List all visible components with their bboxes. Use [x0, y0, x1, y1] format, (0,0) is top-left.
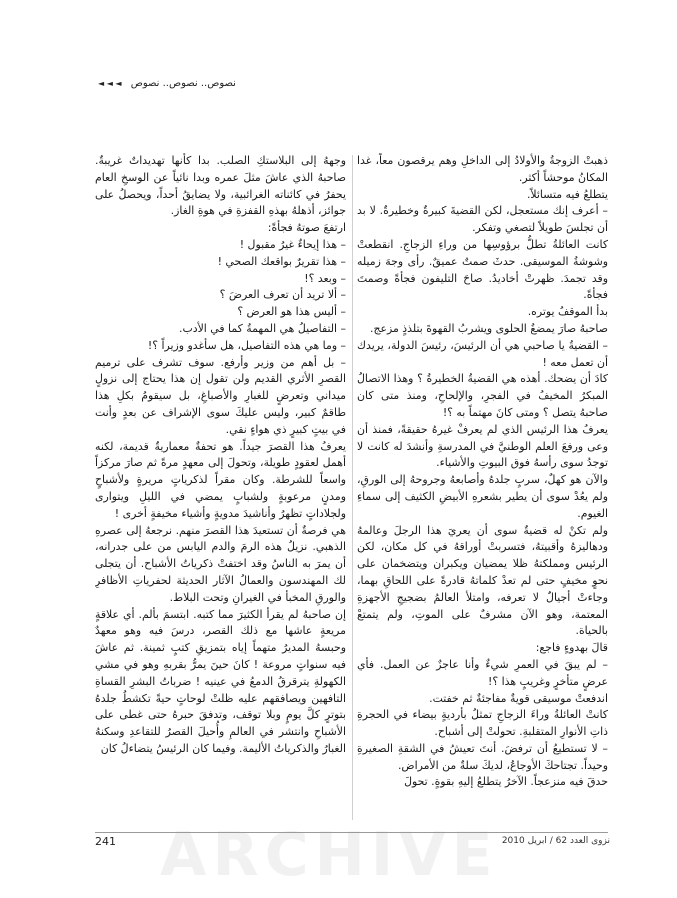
- paragraph: – وبعد ؟!: [304, 271, 346, 285]
- page-number: 241: [95, 835, 116, 848]
- paragraph: ارتفعَ صوتهُ فجأةً:: [267, 221, 346, 235]
- paragraph: – بل أهم من وزير وأرفع. سوف تشرف على ترميم القصرِ الأثري القديم ولن تقول إن هذا يحتاج إلى نزولٍ ميداني وتعرضٍ للغبارِ والأصباغِ، بل سيقومُ بكلِ هذا طاقمٌ كبير، وليس عليكَ سوى الإشراف عن بعدٍ وأنت في بيتٍ كبيرٍ ذي هواءٍ نقي.: [95, 355, 346, 436]
- paragraph: يعرفُ هذا القصرَ جيداً. هو تحفةٌ معماريةٌ قديمة، لكنه أهمل لعقودٍ طويلة، وتحولَ إلى معهدٍ مرةً ثم صارَ مركزاً واسعاً للشرطة. وكان مقراً لذكرياتٍ مريرةٍ ولأشباحٍ ومدنٍ مرعوبةٍ ولشبابٍ يمضي في الليلِ ويتوارى ولجلاداتٍ تظهرُ وأناشيدَ مدويةٍ وأشياء مخيفةٍ أخرى !: [95, 439, 346, 520]
- paragraph: – أعرف إنك مستعجل، لكن القضيةَ كبيرةٌ وخطيرةٌ. لا بد أن تجلسَ طويلاً لتصغي وتفكر.: [357, 204, 608, 235]
- paragraph: كانتْ العائلةُ وراءَ الزجاجِ تمثلُ بأرديةٍ بيضاء في الحجرةِ ذاتِ الأنوارِ المتقلبةِ. تحولتْ إلى أشباح.: [357, 708, 608, 739]
- paragraph: حدقَ فيه منزعجاً. الآخرُ يتطلعُ إليهِ بقوةٍ. تحولَ: [404, 775, 608, 789]
- paragraph: – وما هي هذه التفاصيل، هل سأغدو وزيراً ؟!: [147, 338, 346, 352]
- paragraph: – القضيةُ يا صاحبي هي أن الرئيسَ، رئيسَ الدولة، يريدك أن تعمل معه !: [357, 338, 608, 369]
- paragraph: – هذا تقريرٌ بواقعك الصحي !: [217, 254, 346, 268]
- paragraph: – هذا إيحاءٌ غيرُ مقبول !: [239, 237, 346, 251]
- paragraph: – ألا تريد أن تعرف العرضَ ؟: [219, 288, 346, 302]
- footer-rule: [95, 832, 608, 833]
- paragraph: ذهبتْ الزوجةُ والأولادُ إلى الداخلِ وهم يرقصون معاً، غدا المكانُ موحشاً أكثر.: [357, 154, 608, 184]
- left-text-column: [95, 153, 346, 825]
- paragraph: بدأ الموقفُ يوتره.: [527, 305, 608, 319]
- right-text-column: [357, 153, 608, 825]
- paragraph: هي فرصةٌ أن تستعيدَ هذا القصرَ منهم. نرجعهُ إلى عصرهِ الذهبي. نزيلُ هذه الرمَ والدم اليابس من على جدرانه، أن يمرَ به الناسُ وقد اختفتْ ذكرياتُ الأشباح. أن يتجلى لك المهندسون والعمالُ الآثار الحديثة لحفرياتِ الأظافرِ والورقِ المخبأ في الغيرانِ وتحت البلاط.: [95, 523, 346, 604]
- paragraph: قالَ بهدوءٍ فاجع:: [535, 641, 608, 655]
- paragraph: – لا تستطيعُ أن ترفضَ. أنتَ تعيشُ في الشقةِ الصغيرةِ وحيداً. تجتاحكَ الأوجاعُ، لديكَ سلةٌ من الأمراض.: [357, 741, 608, 772]
- paragraph: ولم تكنْ له قضيةٌ سوى أن يعريَ هذا الرجلَ وعالمهُ ودهاليزهُ وأقبيتهُ، فتسربتْ أوراقهُ في كل مكان، لكن الرئيس ومملكتهُ ظلا يمضيان ويكبران ويتضخمان على نحوٍ مخيفٍ حتى لم تعدْ كلماتهُ قادرةً على اللحاقِ بهما، وجاءتْ أجيالٌ لا تعرفه، وامتلأ العالمُ بضجيجِ الأجهزةِ المعتمة، وهو الآن مشرفٌ على الموتِ، ولم يتمتعْ بالحياة.: [357, 523, 608, 638]
- paragraph: إن صاحبهُ لم يقرأ الكثيرَ مما كتبه. ابتسمَ بألم. أي علاقةٍ مريعةٍ عاشها مع ذلك القصر، درسَ فيه وهو معهدٌ وحبسهُ المديرُ متهماً إياه بتمزيقِ كتبٍ ثمينة. ثم عاشَ فيه سنواتٍ مروعة ! كانَ حينَ يمرُّ بقربهِ وهو في مشي الكهولةِ يترقرقُ الدمعُ في عينيه ! ضرباتُ البشرِ القساةِ التافهين ويصافقهم عليه ظلتْ لوحاتٍ حيةً تكشطُ جلدهُ بتوترٍ كلَّ يومٍ وبلا توقف، وتدفقَ حبرهُ حتى غطى على الأشباحِ وانتشر في العالمِ وأُحيلَ القصرُ للتقاعدِ وسكنهُ الغبارُ والذكرياتُ الأليمة. وفيما كان الرئيسُ يتضاءلُ كان: [95, 607, 346, 755]
- paragraph: يعرفُ هذا الرئيس الذي لم يعرفْ غيرهُ حقيقةً، فمنذ أن وعى ورفعَ العلم الوطنيَّ في المدرسةِ وأنشدَ له كانت لا توجدُ سوى رأسهُ فوق البيوتِ والأشياء.: [357, 422, 608, 470]
- paragraph: والآن هو كهلٌ، سربٍ جلدهُ وأصابعهُ وجروحهُ إلى الورقِ، ولم يعُدْ سوى أن يطير بشعرهِ الأبيضِ الكثيف إلى سماءِ الغيوم.: [357, 473, 608, 520]
- paragraph: – التفاصيلُ هي المهمةُ كما في الأدب.: [179, 321, 346, 335]
- header-arrows-icon: ◄ ◄ ◄: [98, 79, 122, 88]
- column-divider: [352, 155, 353, 820]
- section-header: [98, 78, 236, 89]
- paragraph: كانت العائلةُ تطلُّ برؤوسِها من وراءِ الزجاجِ. انقطعتْ وشوشةُ الموسيقى. حدثَ صمتٌ عميقٌ. رأى وجهَ زميله وقد تجمدَ. ظهرتْ أخاديدُ. صاحَ التليفون فجأةً وصمتَ فجأةً.: [357, 237, 608, 302]
- watermark: ARCHIVE: [160, 820, 499, 890]
- paragraph: صاحبهُ صارَ يمضغُ الحلوى ويشربُ القهوةَ بتلذذٍ مزعج.: [370, 321, 608, 335]
- paragraph: – لم يبقَ في العمرِ شيءٌ وأنا عاجزٌ عن العمل. فأي عرضٍ متأخرٍ وغريبٍ هذا ؟!: [357, 657, 608, 688]
- paragraph: – أليس هذا هو العرض ؟: [237, 305, 346, 319]
- header-title: نصوص.. نصوص.. نصوص: [130, 78, 236, 89]
- paragraph: وجههُ إلى البلاستكِ الصلب. بدا كأنها تهديداتٌ غريبةٌ. صاحبهُ الذي عاشَ مثلَ عمره وبدا نائياً عن الوسخِ العام يحفرُ في كائناته الغرائبية، ولا يضايقُ أحداً، ويحصلُ على جوائز، أذهلهُ بهذهِ القفزةِ في هوةِ الغاز.: [95, 154, 346, 218]
- paragraph: يتطلعُ فيه متسائلاً.: [526, 187, 608, 201]
- paragraph: اندفعتْ موسيقى قويةٌ مفاجئةٌ ثم خفتت.: [429, 691, 608, 705]
- issue-info: نزوى العدد 62 / ابريل 2010: [501, 836, 610, 846]
- paragraph: كادَ أن يضحك. أهذه هي القضيةُ الخطيرةُ ؟ وهذا الاتصالُ المبكرُ المخيفُ في الفجرِ، والإلحاحِ، ومنذ متى كان صاحبهُ يتصل ؟ ومتى كانَ مهتماً به ؟!: [357, 372, 608, 419]
